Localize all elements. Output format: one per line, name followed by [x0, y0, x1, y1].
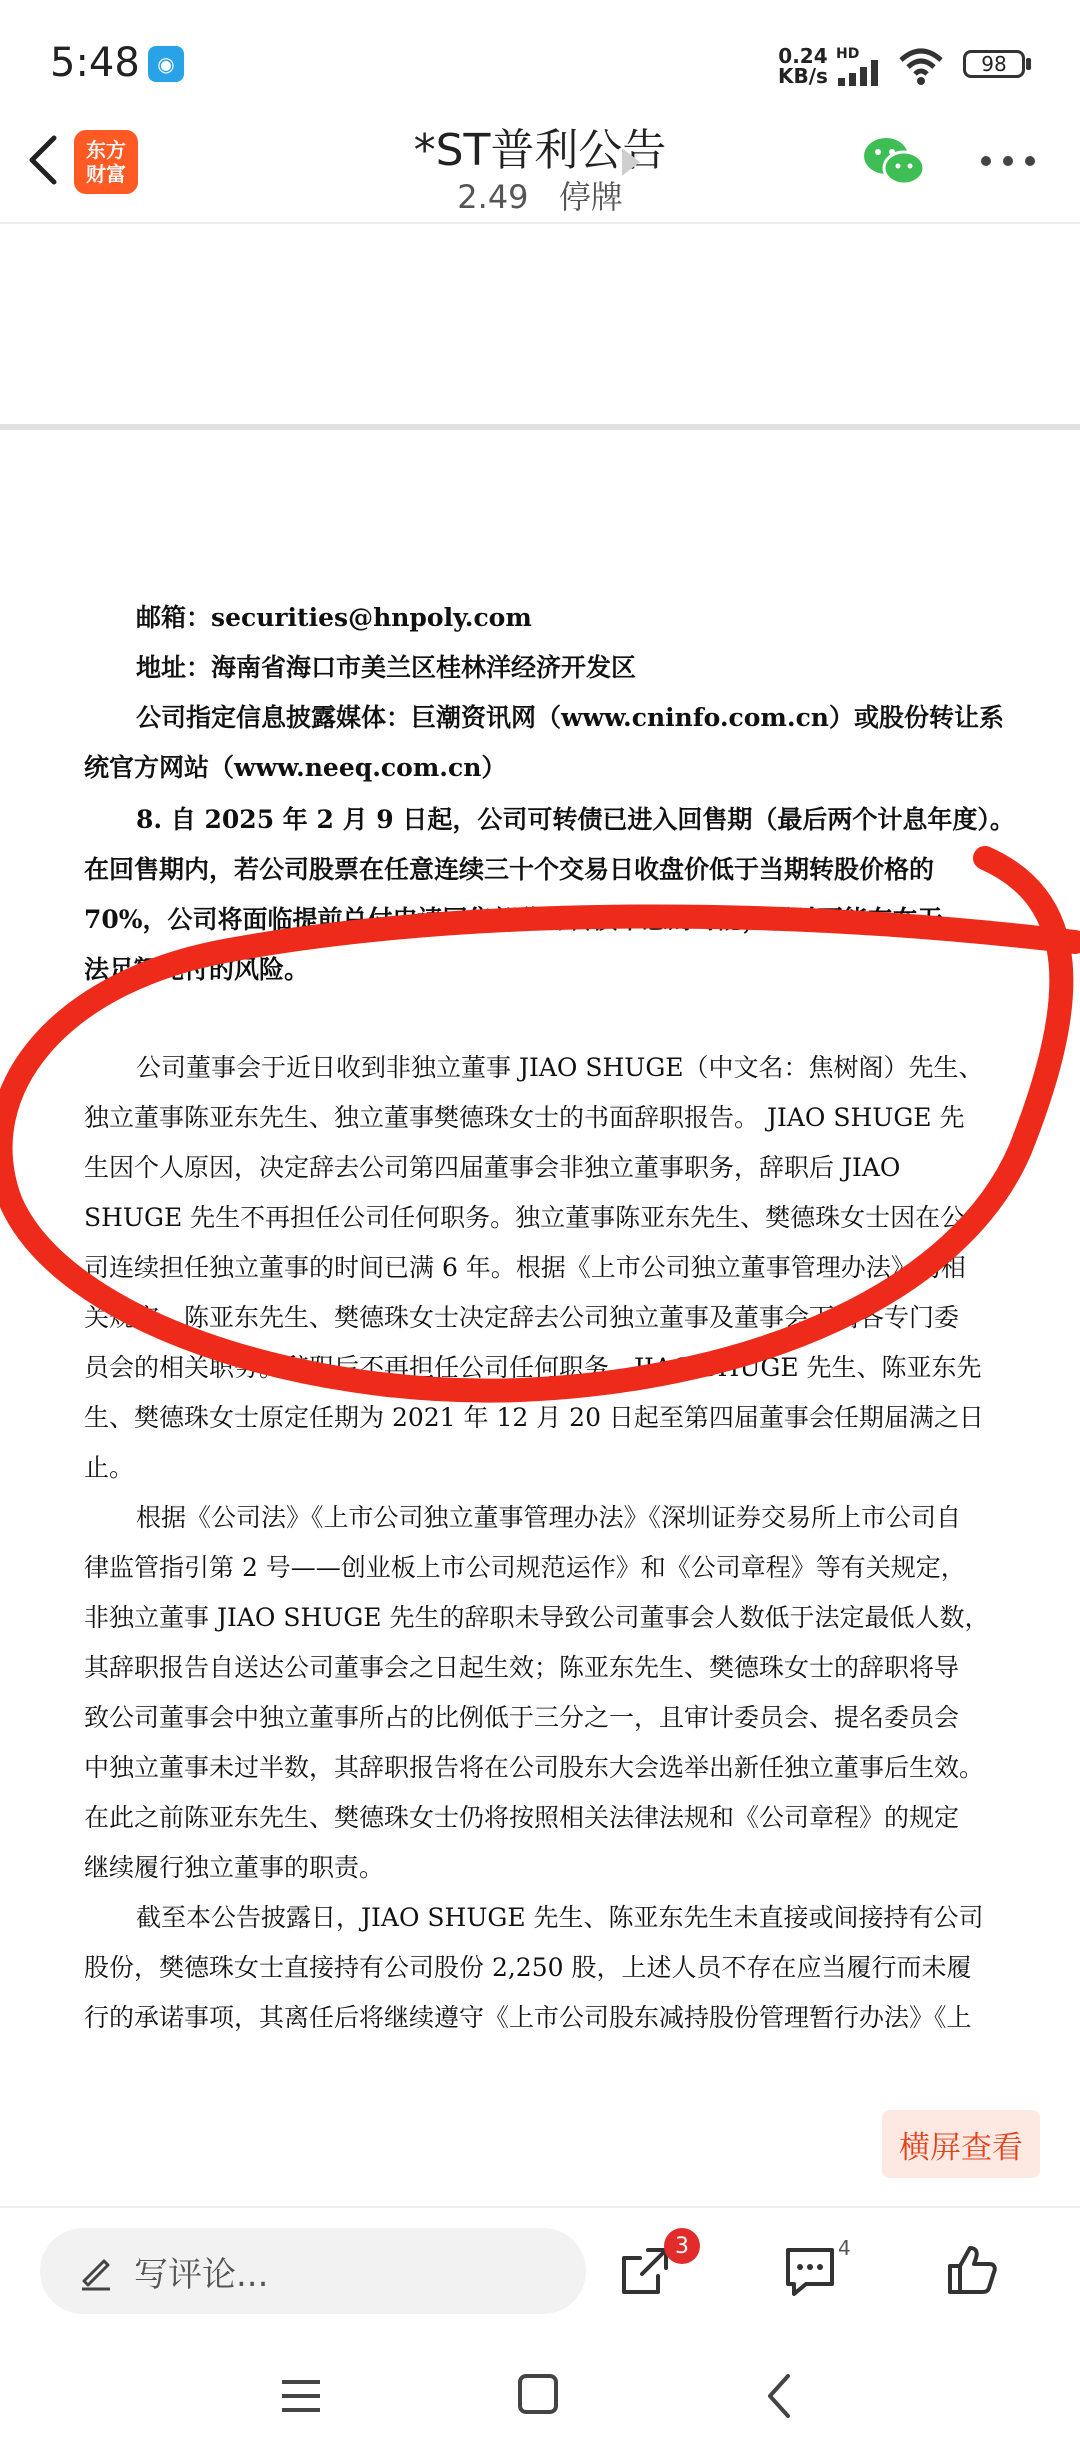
- doc-line: SHUGE 先生不再担任公司任何职务。独立董事陈亚东先生、樊德珠女士因在公: [84, 1203, 966, 1232]
- bottom-action-bar: [0, 2206, 1080, 2338]
- app-notification-icon: ◉: [148, 46, 184, 82]
- status-time: 5:48: [50, 40, 140, 86]
- doc-line: 地址：海南省海口市美兰区桂林洋经济开发区: [136, 653, 637, 682]
- logo-line2: 财富: [86, 162, 126, 186]
- doc-line: 公司指定信息披露媒体：巨潮资讯网（www.cninfo.com.cn）或股份转让系: [136, 703, 1004, 732]
- doc-line: 股份，樊德珠女士直接持有公司股份 2,250 股，上述人员不存在应当履行而未履: [84, 1953, 972, 1982]
- logo-line1: 东方: [86, 138, 126, 162]
- doc-line: 致公司董事会中独立董事所占的比例低于三分之一，且审计委员会、提名委员会: [84, 1703, 960, 1732]
- doc-line: 生、樊德珠女士原定任期为 2021 年 12 月 20 日起至第四届董事会任期届满之日: [84, 1403, 984, 1432]
- doc-line: 法足额兑付的风险。: [84, 955, 310, 984]
- doc-line: 在回售期内，若公司股票在任意连续三十个交易日收盘价低于当期转股价格的: [84, 855, 935, 884]
- recent-apps-icon[interactable]: [280, 2376, 322, 2416]
- comments-count: 4: [838, 2236, 851, 2260]
- doc-line: 邮箱：securities@hnpoly.com: [136, 603, 532, 632]
- doc-line: 律监管指引第 2 号——创业板上市公司规范运作》和《公司章程》等有关规定，: [84, 1553, 966, 1582]
- play-arrow-icon[interactable]: [622, 148, 640, 176]
- doc-line: 员会的相关职务。辞职后不再担任公司任何职务。JIAO SHUGE 先生、陈亚东先: [84, 1353, 982, 1382]
- doc-line: 统官方网站（www.neeq.com.cn）: [84, 753, 507, 782]
- battery-indicator: 98: [963, 50, 1025, 78]
- comment-placeholder: 写评论...: [134, 2254, 269, 2295]
- stock-price: 2.49: [457, 178, 529, 216]
- doc-line: 公司董事会于近日收到非独立董事 JIAO SHUGE（中文名：焦树阁）先生、: [136, 1053, 984, 1082]
- comments-icon[interactable]: [782, 2244, 838, 2298]
- page-title: *ST普利公告: [413, 125, 667, 176]
- navigation-bar: [0, 2340, 1080, 2460]
- share-icon[interactable]: [618, 2244, 672, 2298]
- announcement-document: [0, 430, 1080, 2190]
- doc-line: 继续履行独立董事的职责。: [84, 1853, 385, 1882]
- doc-line: 8. 自 2025 年 2 月 9 日起，公司可转债已进入回售期（最后两个计息年度）。: [136, 805, 1015, 834]
- doc-line: 司连续担任独立董事的时间已满 6 年。根据《上市公司独立董事管理办法》的相: [84, 1253, 966, 1282]
- header: [0, 110, 1080, 220]
- comment-input[interactable]: [40, 2228, 586, 2314]
- doc-line: 根据《公司法》《上市公司独立董事管理办法》《深圳证券交易所上市公司自: [136, 1503, 962, 1532]
- share-badge: 3: [664, 2228, 700, 2264]
- back-button[interactable]: [22, 130, 62, 190]
- doc-line: 行的承诺事项，其离任后将继续遵守《上市公司股东减持股份管理暂行办法》《上: [84, 2003, 972, 2032]
- doc-line: 非独立董事 JIAO SHUGE 先生的辞职未导致公司董事会人数低于法定最低人数，: [84, 1603, 990, 1632]
- net-speed-unit: KB/s: [778, 64, 828, 88]
- battery-tip: [1026, 58, 1031, 70]
- doc-line: 截至本公告披露日，JIAO SHUGE 先生、陈亚东先生未直接或间接持有公司: [136, 1903, 984, 1932]
- net-speed-value: 0.24: [778, 44, 828, 68]
- signal-icon: [836, 60, 886, 86]
- doc-line: 止。: [84, 1453, 135, 1482]
- doc-line: 中独立董事未过半数，其辞职报告将在公司股东大会选举出新任独立董事后生效。: [84, 1753, 985, 1782]
- wechat-share-icon[interactable]: [862, 134, 926, 190]
- doc-line: 生因个人原因，决定辞去公司第四届董事会非独立董事职务，辞职后 JIAO: [84, 1153, 901, 1182]
- pen-icon: [76, 2251, 116, 2291]
- hd-indicator: HD: [836, 46, 860, 62]
- like-icon[interactable]: [944, 2242, 1000, 2298]
- doc-line: 在此之前陈亚东先生、樊德珠女士仍将按照相关法律法规和《公司章程》的规定: [84, 1803, 960, 1832]
- wifi-icon: [897, 46, 945, 86]
- doc-line: 独立董事陈亚东先生、独立董事樊德珠女士的书面辞职报告。 JIAO SHUGE 先: [84, 1103, 965, 1132]
- home-icon[interactable]: [518, 2374, 558, 2414]
- nav-back-icon[interactable]: [764, 2372, 794, 2420]
- doc-line: 关规定，陈亚东先生、樊德珠女士决定辞去公司独立董事及董事会下属各专门委: [84, 1303, 960, 1332]
- page-gap: [0, 224, 1080, 424]
- doc-line: 其辞职报告自送达公司董事会之日起生效；陈亚东先生、樊德珠女士的辞职将导: [84, 1653, 960, 1682]
- landscape-view-button[interactable]: 横屏查看: [882, 2110, 1040, 2178]
- stock-status: 停牌: [558, 178, 623, 216]
- doc-line: 70%，公司将面临提前兑付申请回售部分可转债本息的可能，届时可能存在无: [84, 905, 943, 934]
- app-logo[interactable]: [74, 130, 138, 194]
- more-options-icon[interactable]: [980, 154, 1036, 168]
- network-speed: [778, 46, 828, 86]
